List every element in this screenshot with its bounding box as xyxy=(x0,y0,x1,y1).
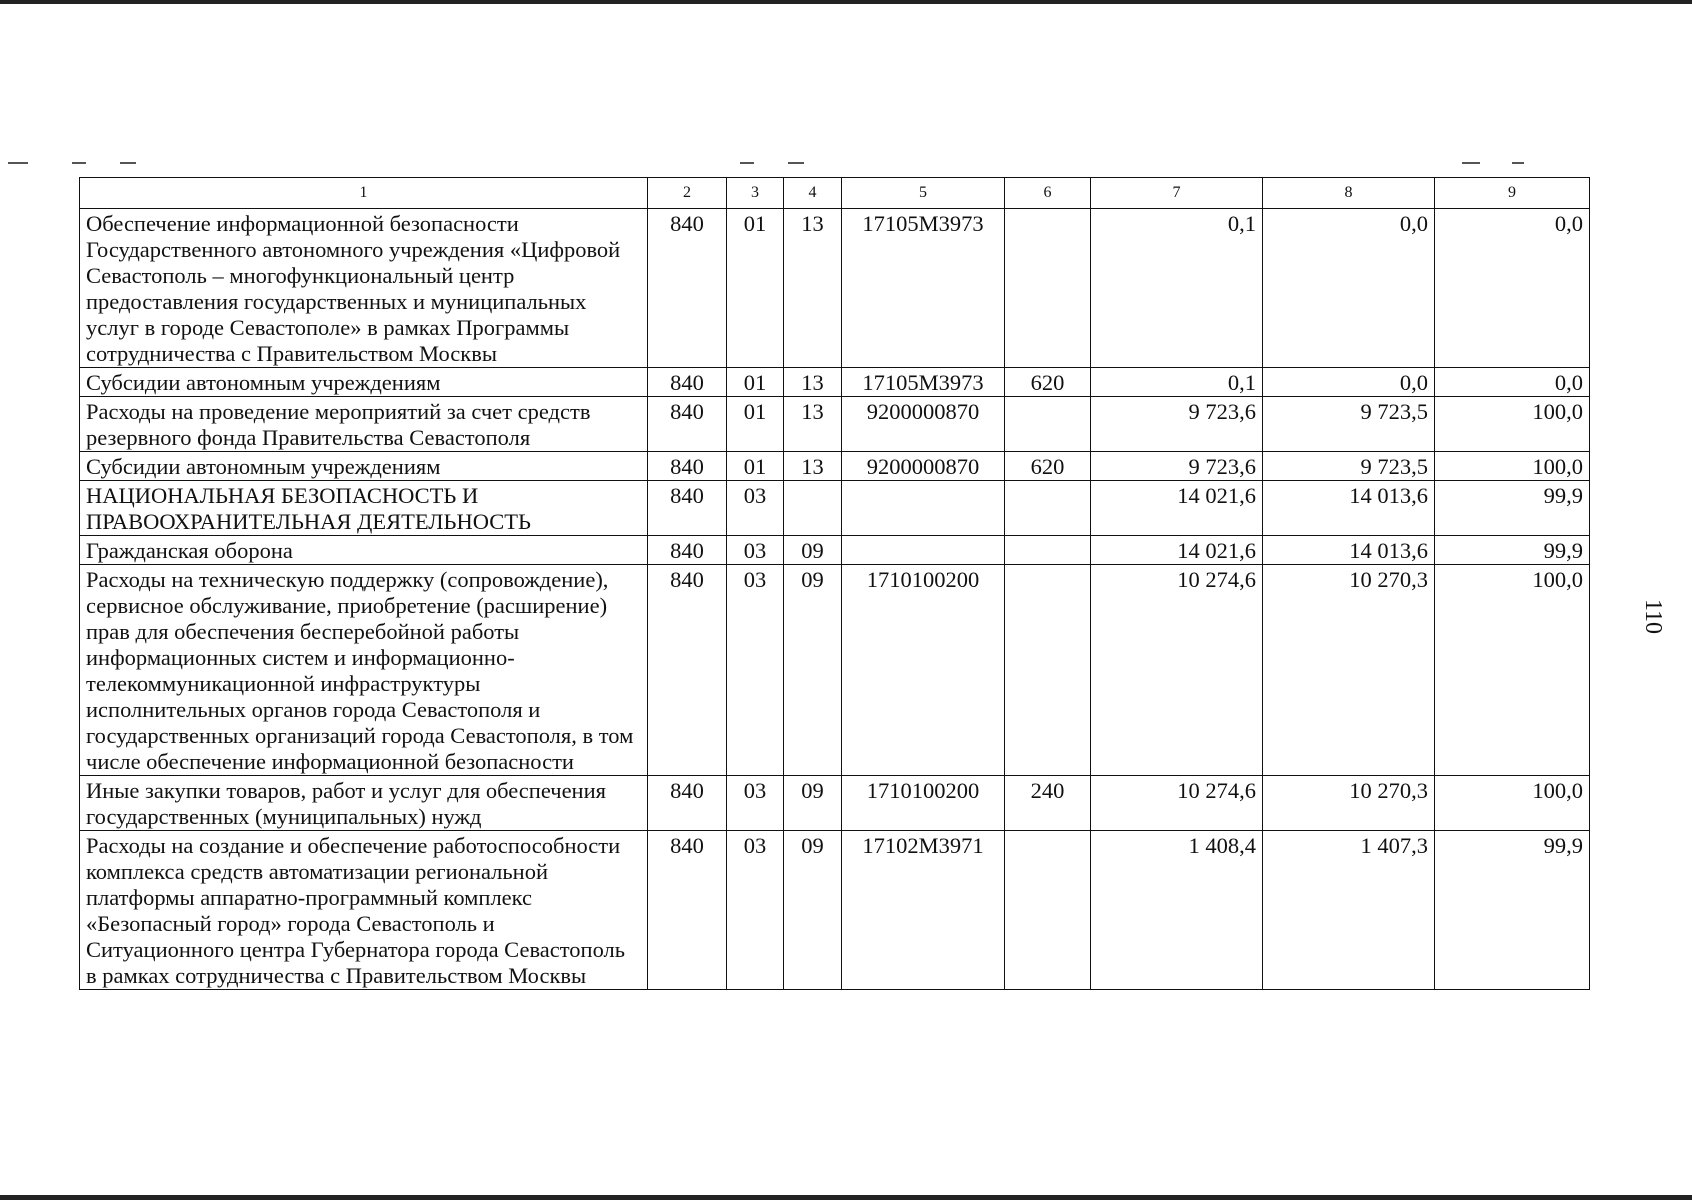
cell-expense-type xyxy=(1005,831,1091,990)
cell-col9: 99,9 xyxy=(1435,831,1590,990)
cell-expense-type xyxy=(1005,536,1091,565)
cell-col8: 0,0 xyxy=(1263,368,1435,397)
cell-col8: 10 270,3 xyxy=(1263,776,1435,831)
cell-section: 03 xyxy=(727,831,784,990)
table-row xyxy=(80,209,1590,368)
cell-subsection: 09 xyxy=(784,565,842,776)
cell-admin-code: 840 xyxy=(648,776,727,831)
cell-subsection: 13 xyxy=(784,397,842,452)
cell-target-article: 9200000870 xyxy=(842,397,1005,452)
header-row xyxy=(80,178,1590,209)
row-name: Субсидии автономным учреждениям xyxy=(80,368,648,397)
cell-subsection: 09 xyxy=(784,536,842,565)
cell-col7: 14 021,6 xyxy=(1091,481,1263,536)
table-row xyxy=(80,536,1590,565)
row-name: Расходы на создание и обеспечение работоспособности комплекса средств автоматизации региональной платформы аппаратно-программный комплекс «Безопасный город» города Севастополь и Ситуационного центра Губернатора города Севастополь в рамках сотрудничества с Правительством Москвы xyxy=(80,831,648,990)
cell-admin-code: 840 xyxy=(648,481,727,536)
cell-col7: 9 723,6 xyxy=(1091,397,1263,452)
cell-col9: 100,0 xyxy=(1435,397,1590,452)
cell-section: 03 xyxy=(727,536,784,565)
cell-col8: 14 013,6 xyxy=(1263,481,1435,536)
cell-subsection: 09 xyxy=(784,831,842,990)
cell-admin-code: 840 xyxy=(648,209,727,368)
cell-target-article xyxy=(842,481,1005,536)
cell-col9: 0,0 xyxy=(1435,209,1590,368)
cell-expense-type: 620 xyxy=(1005,452,1091,481)
row-name: Обеспечение информационной безопасности Государственного автономного учреждения «Цифровой Севастополь – многофункциональный центр предоставления государственных и муниципальных услуг в городе Севастополе» в рамках Программы сотрудничества с Правительством Москвы xyxy=(80,209,648,368)
column-header: 2 xyxy=(648,178,727,209)
cell-col7: 14 021,6 xyxy=(1091,536,1263,565)
cell-col8: 10 270,3 xyxy=(1263,565,1435,776)
cell-admin-code: 840 xyxy=(648,536,727,565)
cell-section: 01 xyxy=(727,209,784,368)
cell-target-article: 1710100200 xyxy=(842,776,1005,831)
cell-expense-type: 240 xyxy=(1005,776,1091,831)
cell-col8: 0,0 xyxy=(1263,209,1435,368)
cell-admin-code: 840 xyxy=(648,831,727,990)
cell-section: 03 xyxy=(727,481,784,536)
row-name: НАЦИОНАЛЬНАЯ БЕЗОПАСНОСТЬ И ПРАВООХРАНИТЕЛЬНАЯ ДЕЯТЕЛЬНОСТЬ xyxy=(80,481,648,536)
row-name: Иные закупки товаров, работ и услуг для обеспечения государственных (муниципальных) нужд xyxy=(80,776,648,831)
cell-expense-type xyxy=(1005,481,1091,536)
row-name: Гражданская оборона xyxy=(80,536,648,565)
cell-expense-type xyxy=(1005,565,1091,776)
cell-col7: 0,1 xyxy=(1091,209,1263,368)
cell-admin-code: 840 xyxy=(648,397,727,452)
column-header: 7 xyxy=(1091,178,1263,209)
row-name: Субсидии автономным учреждениям xyxy=(80,452,648,481)
cell-target-article xyxy=(842,536,1005,565)
row-name: Расходы на техническую поддержку (сопровождение), сервисное обслуживание, приобретение (расширение) прав для обеспечения бесперебойной работы информационных систем и информационно-телекоммуникационной инфраструктуры исполнительных органов города Севастополя и государственных организаций города Севастополя, в том числе обеспечение информационной безопасности xyxy=(80,565,648,776)
cell-col9: 100,0 xyxy=(1435,776,1590,831)
cell-admin-code: 840 xyxy=(648,368,727,397)
cell-col9: 99,9 xyxy=(1435,536,1590,565)
cell-target-article: 17105М3973 xyxy=(842,209,1005,368)
column-header: 8 xyxy=(1263,178,1435,209)
cell-expense-type xyxy=(1005,397,1091,452)
cell-section: 03 xyxy=(727,565,784,776)
table-row xyxy=(80,397,1590,452)
cell-expense-type xyxy=(1005,209,1091,368)
row-name: Расходы на проведение мероприятий за счет средств резервного фонда Правительства Севастополя xyxy=(80,397,648,452)
column-header: 4 xyxy=(784,178,842,209)
scan-artifacts xyxy=(0,162,1692,170)
page-number: 110 xyxy=(1640,598,1667,635)
table-row xyxy=(80,452,1590,481)
cell-col9: 0,0 xyxy=(1435,368,1590,397)
cell-target-article: 9200000870 xyxy=(842,452,1005,481)
cell-expense-type: 620 xyxy=(1005,368,1091,397)
budget-table xyxy=(79,177,1590,990)
cell-col9: 99,9 xyxy=(1435,481,1590,536)
cell-col7: 10 274,6 xyxy=(1091,776,1263,831)
cell-section: 01 xyxy=(727,452,784,481)
column-header: 5 xyxy=(842,178,1005,209)
cell-section: 03 xyxy=(727,776,784,831)
column-header: 9 xyxy=(1435,178,1590,209)
cell-target-article: 17102М3971 xyxy=(842,831,1005,990)
cell-target-article: 1710100200 xyxy=(842,565,1005,776)
cell-col7: 10 274,6 xyxy=(1091,565,1263,776)
table-row xyxy=(80,565,1590,776)
cell-col8: 1 407,3 xyxy=(1263,831,1435,990)
cell-col8: 9 723,5 xyxy=(1263,452,1435,481)
cell-subsection: 13 xyxy=(784,368,842,397)
cell-col7: 1 408,4 xyxy=(1091,831,1263,990)
cell-col7: 9 723,6 xyxy=(1091,452,1263,481)
cell-col8: 14 013,6 xyxy=(1263,536,1435,565)
cell-subsection xyxy=(784,481,842,536)
table-row xyxy=(80,368,1590,397)
cell-col9: 100,0 xyxy=(1435,452,1590,481)
cell-col8: 9 723,5 xyxy=(1263,397,1435,452)
cell-subsection: 13 xyxy=(784,209,842,368)
cell-section: 01 xyxy=(727,368,784,397)
cell-admin-code: 840 xyxy=(648,565,727,776)
table-row xyxy=(80,481,1590,536)
table-row xyxy=(80,776,1590,831)
cell-col7: 0,1 xyxy=(1091,368,1263,397)
column-header: 6 xyxy=(1005,178,1091,209)
cell-subsection: 09 xyxy=(784,776,842,831)
cell-target-article: 17105М3973 xyxy=(842,368,1005,397)
cell-section: 01 xyxy=(727,397,784,452)
cell-admin-code: 840 xyxy=(648,452,727,481)
column-header: 3 xyxy=(727,178,784,209)
cell-col9: 100,0 xyxy=(1435,565,1590,776)
column-header: 1 xyxy=(80,178,648,209)
cell-subsection: 13 xyxy=(784,452,842,481)
table-row xyxy=(80,831,1590,990)
